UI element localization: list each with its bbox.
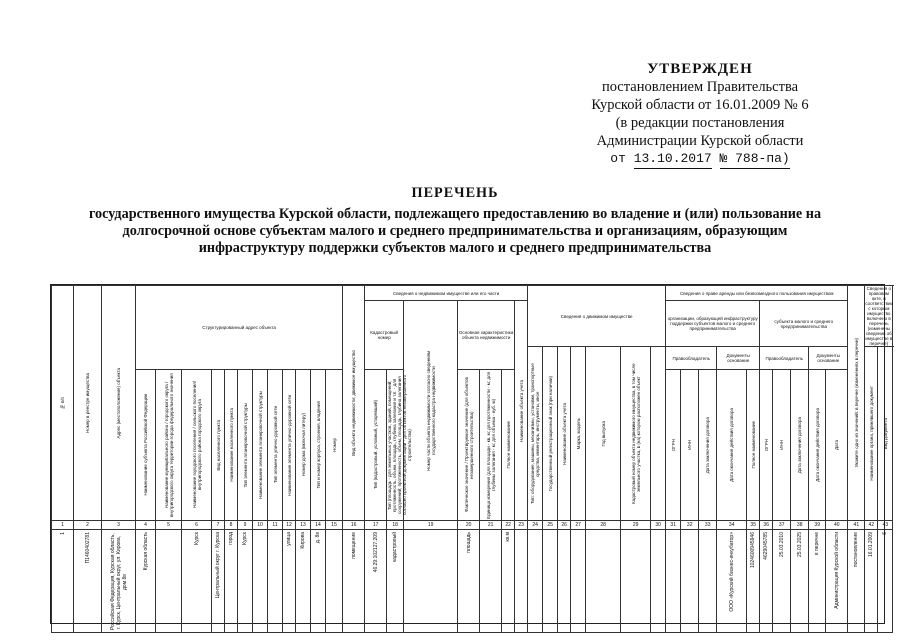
column-number-36: 36 — [760, 521, 773, 530]
column-number-42: 42 — [865, 521, 878, 530]
header-main-characteristic: Основная характеристика объекта недвижимости — [458, 301, 515, 370]
header-num: № п/п — [52, 286, 74, 521]
column-number-4: 4 — [136, 521, 156, 530]
approval-line-2: Курской области от 16.01.2009 № 6 — [591, 97, 809, 113]
header-street-element-name: Наименование элемента планировочной структуры — [253, 370, 268, 521]
cell-text-col-17: 46:29:102127:209 — [372, 532, 379, 573]
header-doc-type: Вид документа — [878, 347, 893, 521]
column-number-16: 16 — [343, 521, 365, 530]
header-org-infra: организации, образующей инфраструктуру поддержки субъектов малого и среднего предпринимательства — [666, 301, 760, 347]
cell-col-38 — [791, 530, 809, 633]
header-state-reg-plate: Государственный регистрационный знак (при наличии) — [543, 347, 558, 521]
cell-text-col-37: 25.03.2010 — [778, 532, 785, 558]
column-number-43: 43 — [878, 521, 893, 530]
header-realty-info: Сведения о недвижимом имуществе или его части — [365, 286, 528, 301]
header-ogrn-sme: ОГРН — [760, 370, 773, 521]
header-docs-infra: Документы основание — [717, 347, 760, 370]
cell-text-col-41: постановление — [853, 532, 860, 568]
header-locality-name: Наименование населенного пункта — [225, 370, 238, 521]
header-char-type: Тип (площадь - для земельных участков, зданий, помещений; протяженность, объем, площадь, глубина залегания и т.п. - для сооружений; протяженность, объем, площадь, глубина залегания согласно проектной документации - для объектов незавершенного строительства) — [387, 370, 404, 521]
cell-text-col-9: Курск — [242, 532, 248, 545]
cell-col-34 — [717, 530, 747, 633]
cell-col-40 — [826, 530, 848, 633]
approval-block — [555, 60, 845, 169]
cell-col-13 — [296, 530, 311, 633]
header-road-element-type: Тип элемента улично-дорожной сети — [268, 370, 283, 521]
column-number-33: 33 — [699, 521, 717, 530]
cell-text-col-35: 1024600945946 — [750, 532, 757, 569]
cell-col-42 — [865, 530, 878, 633]
column-number-29: 29 — [621, 521, 651, 530]
header-part-number: Номер части объекта недвижимости согласно сведениям государственного кадастра недвижимости — [404, 301, 458, 521]
approval-number-value: № 788-па) — [720, 150, 790, 169]
cell-col-37 — [773, 530, 791, 633]
cell-text-col-18: кадастровый — [392, 532, 399, 563]
column-number-7: 7 — [212, 521, 225, 530]
cell-col-39 — [809, 530, 826, 633]
column-number-21: 21 — [480, 521, 502, 530]
header-full-name-sme: Полное наименование — [747, 370, 760, 521]
cell-col-4 — [136, 530, 156, 633]
title-line-2: долгосрочной основе субъектам малого и среднего предпринимательства и организациям, образующим — [122, 223, 788, 239]
cell-col-19 — [404, 530, 458, 633]
cell-text-col-3: Российская Федерация, Курская область, г. Курск, Центральный округ, ул. Кирова, дом 8в — [109, 533, 128, 631]
cell-col-15 — [326, 530, 343, 633]
header-movable-name: Наименование объекта учета — [558, 347, 571, 521]
cell-text-col-40: Администрация Курской области — [833, 532, 840, 609]
cell-col-12 — [283, 530, 296, 633]
header-authority-name: Наименование органа, принявшего документ — [865, 347, 878, 521]
cell-col-7 — [212, 530, 225, 633]
header-cad-number: Номер — [326, 370, 343, 521]
cell-col-3 — [102, 530, 136, 633]
header-model: Марка, модель — [571, 347, 586, 521]
header-cad-type: Тип (кадастровый, условный, устаревший) — [365, 370, 387, 521]
header-subject-rf: Наименование субъекта Российской Федерации — [136, 370, 156, 521]
header-sme-subject: субъекта малого и среднего предпринимательства — [760, 301, 848, 347]
column-number-2: 2 — [74, 521, 102, 530]
header-row-1 — [52, 286, 893, 301]
cell-col-2 — [74, 530, 102, 633]
cell-text-col-16: помещение — [350, 532, 357, 559]
header-registry-number: Номер в реестре имущества — [74, 286, 102, 521]
header-settlement: Наименование городского поселения / сельского поселения/ внутригородского района городского округа — [182, 370, 212, 521]
cell-col-21 — [480, 530, 502, 633]
approval-date-value: 13.10.2017 — [634, 150, 712, 169]
column-number-12: 12 — [283, 521, 296, 530]
document-title — [40, 185, 870, 257]
cell-col-10 — [253, 530, 268, 633]
registry-table-wrapper — [50, 284, 894, 631]
cell-col-27 — [571, 530, 586, 633]
approval-date-prefix: от — [610, 151, 626, 166]
header-doc-date: Дата — [826, 370, 848, 521]
title-line-3: инфраструктуру поддержки субъектов малого и среднего предпринимательства — [198, 240, 712, 256]
column-number-17: 17 — [365, 521, 387, 530]
cell-col-18 — [387, 530, 404, 633]
column-number-34: 34 — [717, 521, 747, 530]
column-number-10: 10 — [253, 521, 268, 530]
column-number-37: 37 — [773, 521, 791, 530]
header-contract-date-sme: Дата заключения договора — [791, 370, 809, 521]
header-locality-type: Вид населенного пункта — [212, 370, 225, 521]
cell-col-17 — [365, 530, 387, 633]
cell-col-30 — [651, 530, 666, 633]
cell-col-26 — [558, 530, 571, 633]
cell-col-20 — [458, 530, 480, 633]
approval-heading: УТВЕРЖДЕН — [647, 61, 753, 77]
header-municipal-district: Наименование муниципального района / городского округа / внутригородского округа территории города федерального значения — [156, 370, 182, 521]
cell-col-35 — [747, 530, 760, 633]
header-contract-end-sme: Дата окончания действия договора — [809, 370, 826, 521]
table-row — [52, 530, 893, 633]
approval-line-3: (в редакции постановления — [615, 115, 785, 131]
cell-text-col-43: 6 — [882, 532, 889, 535]
header-contract-end-infra: Дата окончания действия договора — [717, 370, 747, 521]
column-number-22: 22 — [502, 521, 515, 530]
title-line-1: государственного имущества Курской области, подлежащего предоставлению во владение и (или) пользование на — [88, 206, 822, 222]
approval-date-line — [555, 150, 845, 169]
header-structured-address: Структурированный адрес объекта — [136, 286, 343, 370]
cell-text-col-39: в перечне — [814, 532, 821, 556]
column-number-18: 18 — [387, 521, 404, 530]
cell-col-14 — [311, 530, 326, 633]
header-contract-date-infra: Дата заключения договора — [699, 370, 717, 521]
column-number-26: 26 — [558, 521, 571, 530]
header-year: Год выпуска — [586, 347, 621, 521]
cell-text-col-8: город — [228, 532, 234, 545]
cell-text-col-7: Центральный округ г. Курска — [215, 532, 221, 599]
column-number-8: 8 — [225, 521, 238, 530]
header-object-name: Наименование объекта учета — [515, 301, 528, 521]
cell-text-col-12: улица — [286, 532, 292, 546]
column-number-row — [52, 521, 893, 530]
header-ogrn-infra: ОГРН — [666, 370, 681, 521]
cell-text-col-1: 1 — [59, 532, 66, 535]
column-number-19: 19 — [404, 521, 458, 530]
header-building-type: Тип и номер корпуса, строения, владения — [311, 370, 326, 521]
column-number-40: 40 — [826, 521, 848, 530]
column-number-14: 14 — [311, 521, 326, 530]
cell-col-9 — [238, 530, 253, 633]
header-house-number: Номер дома (включая литеру) — [296, 370, 311, 521]
registry-table — [51, 285, 893, 633]
header-char-value: Фактическое значение / Проектируемое значение (для объектов незавершенного строительства) — [458, 370, 480, 521]
cell-text-col-42: 16.01.2009 — [868, 532, 875, 558]
header-spare — [651, 347, 666, 521]
cell-text-col-14: д. 8в — [315, 532, 321, 544]
cell-col-24 — [528, 530, 543, 633]
cell-col-41 — [848, 530, 865, 633]
cell-text-col-20: площадь — [465, 532, 472, 553]
header-cadastral-number: Кадастровый номер — [365, 301, 404, 370]
approval-line-4: Администрации Курской области — [596, 133, 804, 149]
header-cadastral-land: Кадастровый номер объекта недвижимого имущества, в том числе земельного участка, в (на) котором расположен объект — [621, 347, 651, 521]
cell-col-11 — [268, 530, 283, 633]
cell-text-col-6: Курск — [193, 532, 200, 545]
header-movable-type: Тип: оборудование, машины, механизмы, установки, транспортные средства, инвентарь, инструменты, иное — [528, 347, 543, 521]
cell-col-31 — [666, 530, 681, 633]
column-number-11: 11 — [268, 521, 283, 530]
column-number-32: 32 — [681, 521, 699, 530]
header-property-type: Вид объекта недвижимости; движимое имущество — [343, 286, 365, 521]
column-number-41: 41 — [848, 521, 865, 530]
cell-text-col-2: П1460402781 — [84, 532, 91, 564]
cell-col-6 — [182, 530, 212, 633]
cell-col-32 — [681, 530, 699, 633]
cell-text-col-38: 25.03.2025 — [796, 532, 803, 558]
column-number-23: 23 — [515, 521, 528, 530]
header-rent-info: Сведения о праве аренды или безвозмездного пользования имуществом — [666, 286, 848, 301]
header-char-unit: Единица измерения (для площади - кв. м; для протяженности - м; для глубины залегания - м; для объема - куб. м) — [480, 370, 502, 521]
cell-col-28 — [586, 530, 621, 633]
column-number-35: 35 — [747, 521, 760, 530]
column-number-20: 20 — [458, 521, 480, 530]
column-number-6: 6 — [182, 521, 212, 530]
column-number-1: 1 — [52, 521, 74, 530]
header-holder-infra: Правообладатель — [666, 347, 717, 370]
header-full-name-infra: Полное наименование — [502, 370, 515, 521]
cell-col-29 — [621, 530, 651, 633]
column-number-5: 5 — [156, 521, 182, 530]
column-number-13: 13 — [296, 521, 311, 530]
header-row-4 — [52, 370, 893, 521]
header-inn-sme: ИНН — [773, 370, 791, 521]
header-docs-sme: Документы основание — [809, 347, 848, 370]
cell-col-33 — [699, 530, 717, 633]
cell-col-25 — [543, 530, 558, 633]
cell-text-col-13: Кирова — [300, 532, 306, 549]
column-number-3: 3 — [102, 521, 136, 530]
header-road-element-name: Наименование элемента улично-дорожной сети — [283, 370, 296, 521]
cell-col-43 — [878, 530, 893, 633]
cell-text-col-34: ООО «Курский бизнес-инкубатор» — [728, 532, 735, 612]
column-number-25: 25 — [543, 521, 558, 530]
header-purpose-note: Укажите одно из значений: в перечне (изменениях в перечни) — [848, 286, 865, 521]
title-main: ПЕРЕЧЕНЬ — [411, 185, 499, 201]
column-number-30: 30 — [651, 521, 666, 530]
header-address: Адрес (местоположение) объекта — [102, 286, 136, 521]
cell-text-col-22: кв.м — [505, 532, 512, 542]
cell-col-36 — [760, 530, 773, 633]
column-number-31: 31 — [666, 521, 681, 530]
column-number-27: 27 — [571, 521, 586, 530]
column-number-39: 39 — [809, 521, 826, 530]
cell-col-8 — [225, 530, 238, 633]
cell-text-col-36: 4629045785 — [763, 532, 770, 560]
column-number-28: 28 — [586, 521, 621, 530]
header-legal-info: Сведения о правовом акте, в соответствии с которым имущество включено в перечень (изменены сведения об имуществе в перечне) — [865, 286, 894, 346]
column-number-38: 38 — [791, 521, 809, 530]
header-inn-infra: ИНН — [681, 370, 699, 521]
cell-col-1 — [52, 530, 74, 633]
cell-col-5 — [156, 530, 182, 633]
header-movable-info: Сведения о движимом имуществе — [528, 286, 666, 347]
cell-text-col-4: Курская область — [142, 532, 149, 571]
column-number-15: 15 — [326, 521, 343, 530]
column-number-24: 24 — [528, 521, 543, 530]
cell-col-23 — [515, 530, 528, 633]
column-number-9: 9 — [238, 521, 253, 530]
cell-col-22 — [502, 530, 515, 633]
header-street-element-type: Тип элемента планировочной структуры — [238, 370, 253, 521]
cell-col-16 — [343, 530, 365, 633]
approval-line-1: постановлением Правительства — [601, 79, 799, 95]
header-holder-sme: Правообладатель — [760, 347, 809, 370]
